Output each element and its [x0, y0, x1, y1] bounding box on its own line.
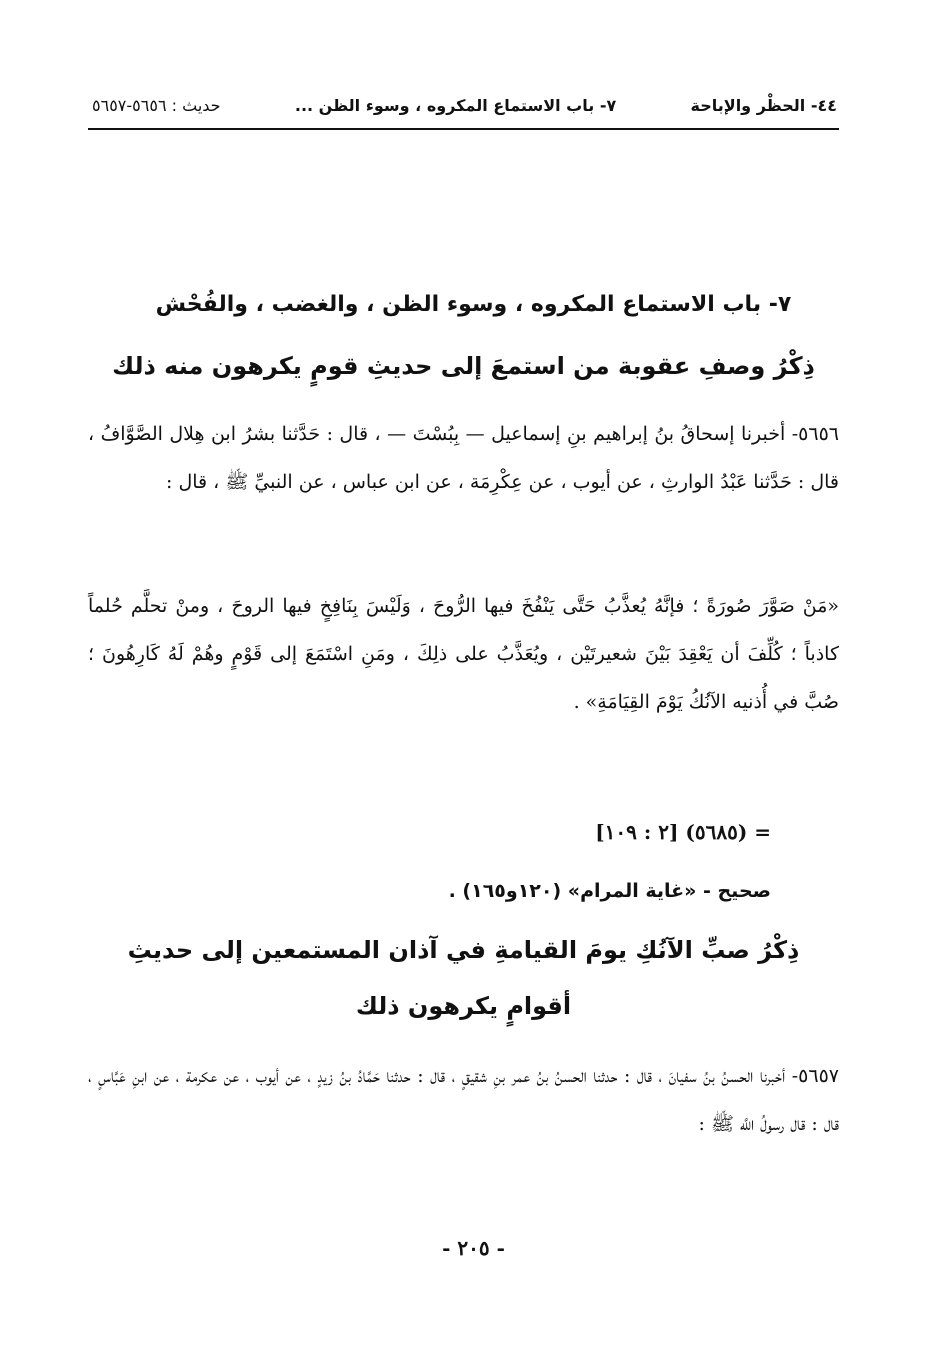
section-title-line2: أقوامٍ يكرهون ذلك — [355, 992, 572, 1020]
page-number: - ٢٠٥ - — [442, 1236, 505, 1260]
header-chapter-ref: ٧- باب الاستماع المكروه ، وسوء الظن ... — [294, 95, 617, 115]
header-book-title: ٤٤- الحظْر والإباحة — [690, 95, 837, 115]
section-title-line1: ذِكْرُ صبِّ الآنُكِ يومَ القيامةِ في آذان المستمعين إلى حديثِ — [127, 936, 800, 964]
header-hadith-range: حديث : ٥٦٥٦-٥٦٥٧ — [92, 95, 221, 115]
hadith-isnad: ٥٦٥٦- أخبرنا إسحاقُ بنُ إبراهيم بنِ إسماعيل — بِبُسْتَ — ، قال : حَدَّثنا بشرُ ابن هِلال الصَّوَّافُ ، قال : حَدَّثنا عَبْدُ الوارثِ ، عن أيوب ، عن عِكْرِمَة ، عن ابن عباس ، عن النبيِّ ﷺ ، قال : — [88, 423, 839, 493]
header-rule — [88, 128, 839, 130]
running-header — [92, 88, 837, 122]
hadith-isnad-2: ٥٦٥٧- أخبرنا الحسنُ بنُ سفيانَ ، قال : حدثنا الحسنُ بنُ عمر بنِ شقيقٍ ، قال : حدثنا حَمَّادُ بنُ زيدٍ ، عن أيوب ، عن عكرمة ، عن ابنِ عَبَّاسٍ ، قال : قال رسولُ اللَّه ﷺ : — [88, 1065, 839, 1135]
cross-reference: = (٥٦٨٥) [٢ : ١٠٩] — [595, 820, 771, 844]
chapter-title: ٧- باب الاستماع المكروه ، وسوء الظن ، والغضب ، والفُحْش — [155, 292, 792, 317]
section-title: ذِكْرُ وصفِ عقوبة من استمعَ إلى حديثِ قومٍ يكرهون منه ذلك — [112, 352, 815, 380]
hadith-grading: صحيح - «غاية المرام» (١٢٠و١٦٥) . — [448, 880, 771, 902]
hadith-matn: «مَنْ صَوَّرَ صُورَةً ؛ فإنَّهُ يُعذَّبُ حَتَّى يَنْفُخَ فيها الرُّوحَ ، وَلَيْسَ بِنَافِخٍ فيها الروحَ ، ومنْ تحلَّم حُلماً كاذباً ؛ كُلِّفَ أن يَعْقِدَ بَيْنَ شعيرتَيْن ، ويُعَذَّبُ على ذلِكَ ، ومَنِ اسْتَمَعَ إلى قَوْمٍ وهُمْ لَهُ كَارِهُونَ ؛ صُبَّ في أُذنيه الآنُكُ يَوْمَ القِيَامَةِ» . — [88, 595, 839, 713]
